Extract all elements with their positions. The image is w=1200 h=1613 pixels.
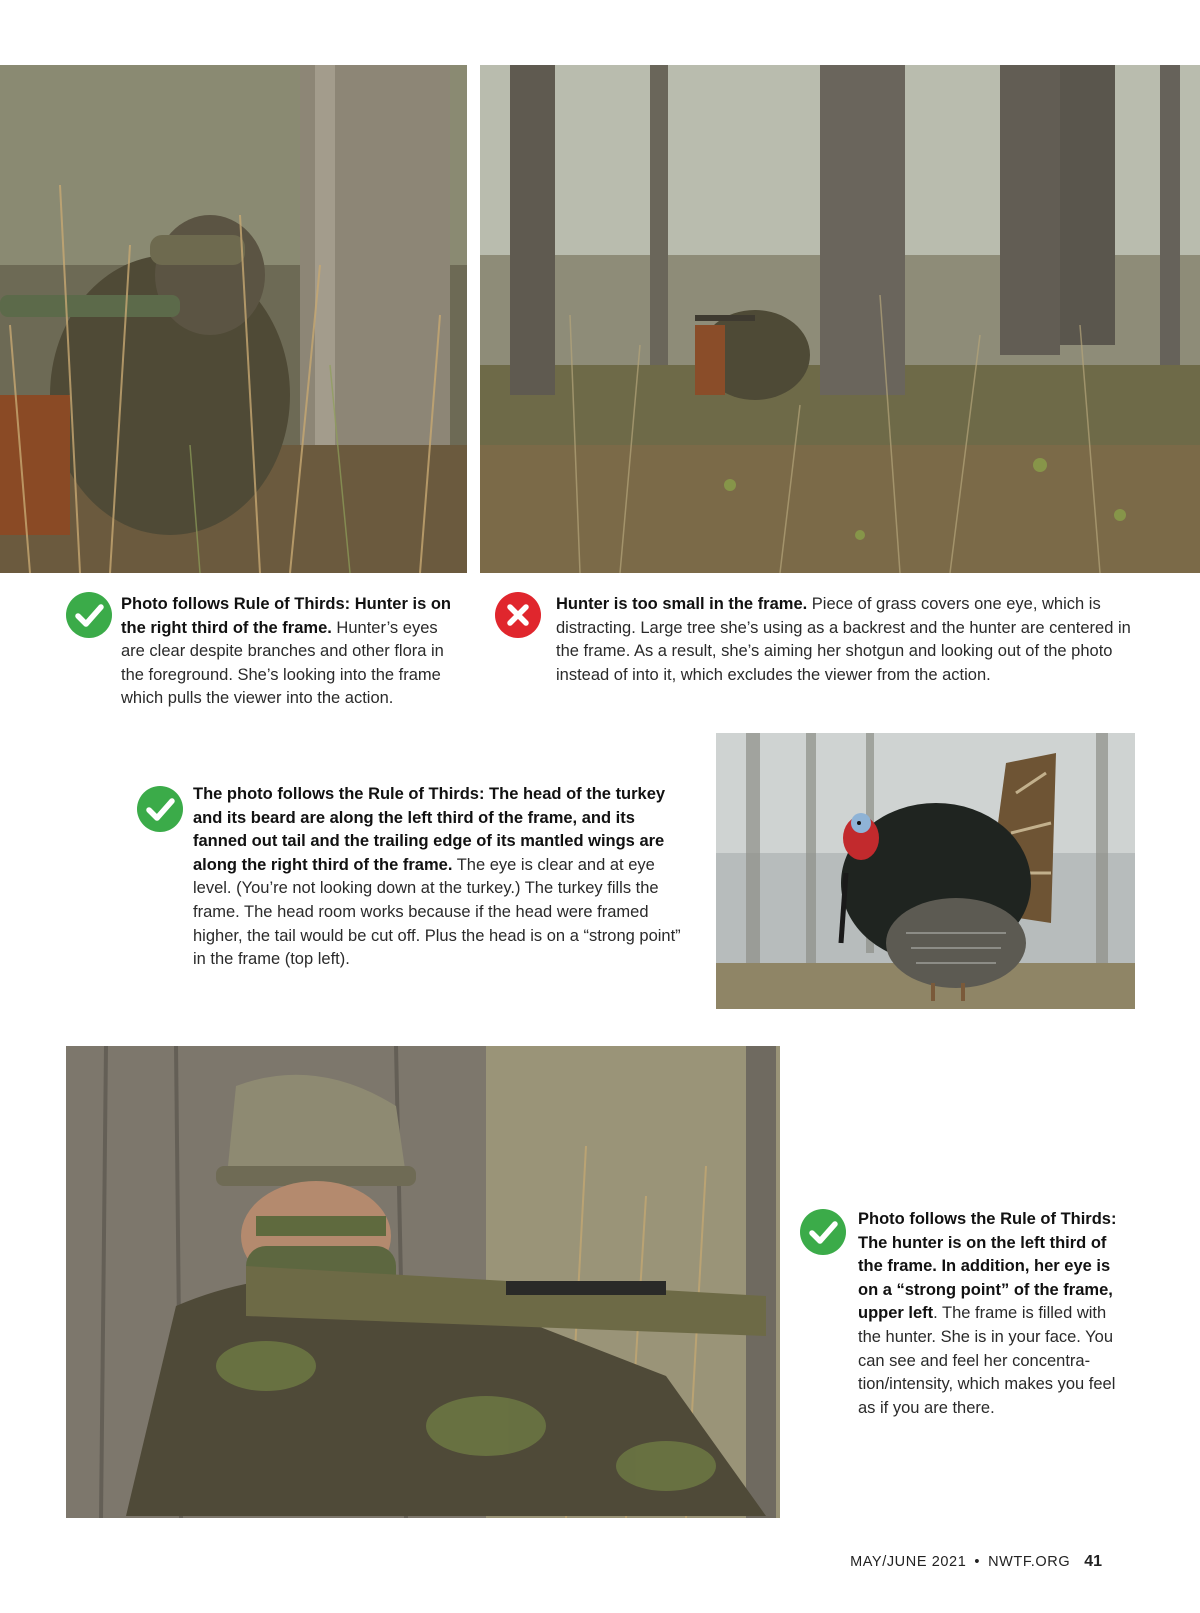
- caption-bold: The photo follows the Rule of Thirds: The head of the turkey and its beard are along the left third of the frame, and its fanned out tail and the trailing edge of its mantled wings are along the right third of the frame.: [193, 785, 666, 874]
- photo-turkey-strutting: [716, 733, 1135, 1009]
- photo-hunter-closeup: [0, 65, 467, 573]
- caption-bold: Photo follows the Rule of Thirds: The hunter is on the left third of the frame. In addition, her eye is on a “strong point” of the frame, upper left: [858, 1210, 1117, 1323]
- page-footer: [850, 1553, 1102, 1571]
- caption-hunter-left-third: [858, 1208, 1133, 1420]
- checkmark-icon: [800, 1209, 846, 1255]
- caption-bold: Hunter is too small in the frame.: [556, 595, 808, 613]
- caption-text: . The frame is filled with the hunter. She is in your face. You can see and feel her concentra-tion/intensity, which makes you feel as if you are there.: [858, 1304, 1116, 1417]
- separator: •: [974, 1554, 981, 1570]
- x-mark-icon: [495, 592, 541, 638]
- caption-turkey: [193, 783, 688, 972]
- page-number: 41: [1084, 1553, 1102, 1570]
- caption-hunter-too-small: [556, 593, 1138, 687]
- caption-text: Hunter’s eyes are clear despite branches and other flora in the foreground. She’s looking into the frame which pulls the viewer into the action.: [121, 618, 444, 708]
- checkmark-icon: [137, 786, 183, 832]
- site-url: NWTF.ORG: [988, 1554, 1071, 1570]
- checkmark-icon: [66, 592, 112, 638]
- caption-text: Piece of grass covers one eye, which is distracting. Large tree she’s using as a backrest and the hunter are centered in the frame. As a result, she’s aiming her shotgun and looking out of the photo instead of into it, which excludes the viewer from the action.: [556, 595, 1131, 684]
- photo-hunter-wide: [480, 65, 1200, 573]
- caption-hunter-right-third: [121, 593, 466, 711]
- photo-hunter-aiming: [66, 1046, 780, 1518]
- caption-bold: Photo follows Rule of Thirds: Hunter is on the right third of the frame.: [121, 595, 451, 637]
- caption-text: The eye is clear and at eye level. (You’re not looking down at the turkey.) The turkey fills the frame. The head room works because if the head were framed higher, the tail would be cut off. Plus the head is on a “strong point” in the frame (top left).: [193, 855, 681, 969]
- issue-date: MAY/JUNE 2021: [850, 1554, 967, 1570]
